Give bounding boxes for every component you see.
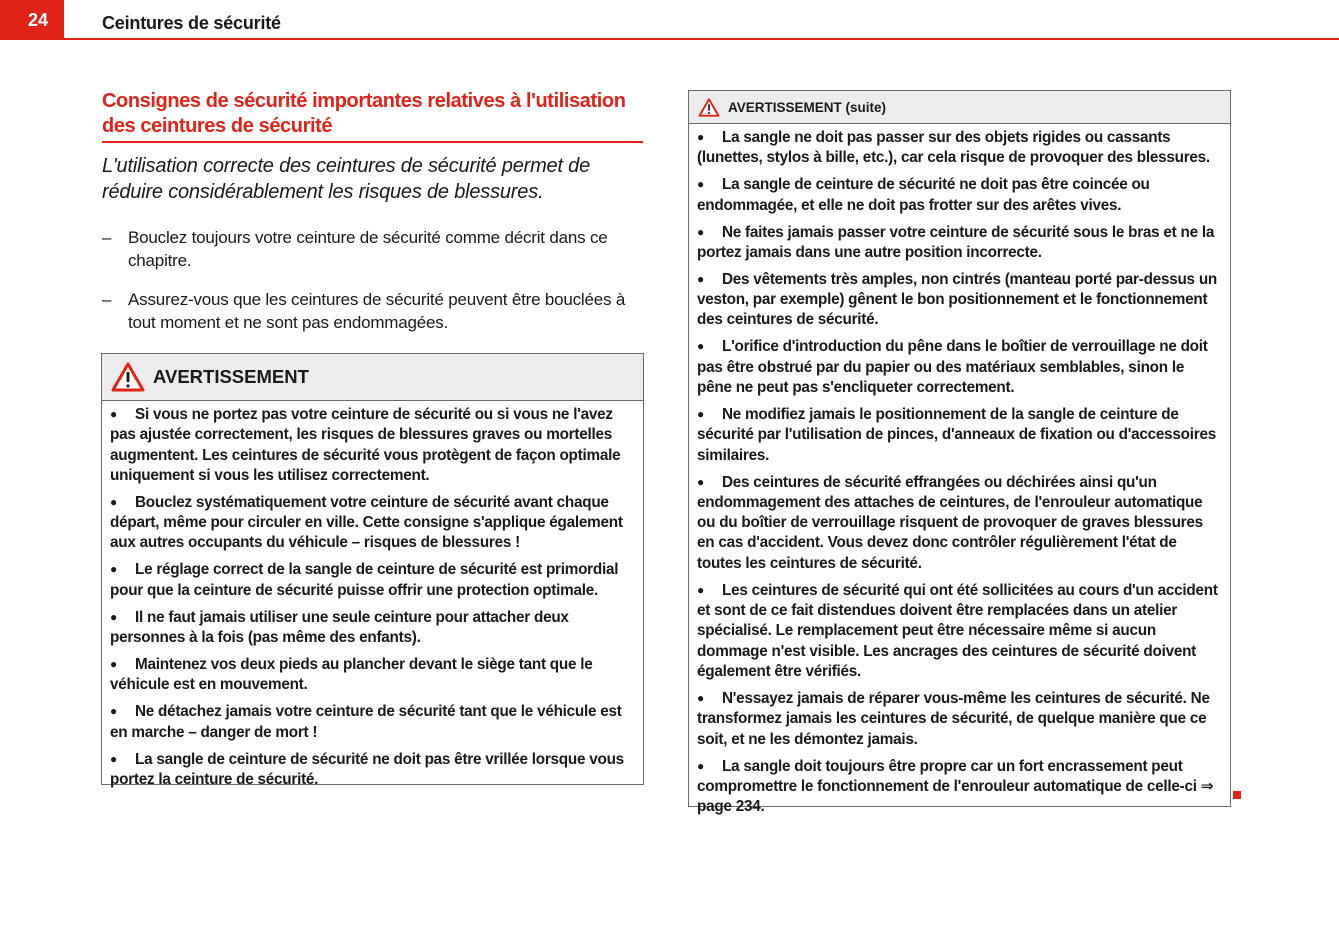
bullet-icon: ● [697,582,704,597]
warning-header [689,91,1230,124]
header-rule [64,38,1339,40]
warning-item: ● Maintenez vos deux pieds au plancher devant le siège tant que le véhicule est en mouvement. [110,656,593,694]
warning-box-continued [688,90,1231,816]
section-intro: L'utilisation correcte des ceintures de sécurité permet de réduire considérablement les risques de blessures. [102,155,591,203]
page-number: 24 [0,0,64,40]
warning-triangle-icon [111,362,145,392]
warning-body [102,401,643,790]
bullet-icon: ● [110,609,117,624]
warning-item: ● Des vêtements très amples, non cintrés (manteau porté par-dessus un veston, par exemple) gênent le bon positionnement et le fonctionnement des ceintures de sécurité. [697,270,1218,329]
warning-item: ● Les ceintures de sécurité qui ont été sollicitées au cours d'un accident et sont de ce fait distendues doivent être remplacées dans un atelier spécialisé. Le remplacement peut être nécessaire même si aucun dommage n'est visible. Les ancrages des ceintures de sécurité doivent également être vérifiés. [697,581,1218,680]
warning-body [689,124,1230,817]
warning-item: ● Ne modifiez jamais le positionnement de la sangle de ceinture de sécurité par l'utilisation de pinces, d'anneaux de fixation ou d'accessoires similaires. [697,406,1216,464]
warning-box [101,353,644,788]
bullet-icon: ● [110,704,117,719]
section-title: Consignes de sécurité importantes relatives à l'utilisation des ceintures de sécurité [102,90,626,137]
warning-item: ● La sangle de ceinture de sécurité ne doit pas être vrillée lorsque vous portez la ceinture de sécurité. [110,750,624,788]
step-text: Assurez-vous que les ceintures de sécurité peuvent être bouclées à tout moment et ne sont pas endommagées. [128,290,626,332]
bullet-icon: ● [697,271,704,286]
instruction-steps [102,226,647,350]
warning-item: ● Il ne faut jamais utiliser une seule ceinture pour attacher deux personnes à la fois (pas même des enfants). [110,608,569,647]
bullet-icon: ● [697,407,704,421]
warning-title: AVERTISSEMENT (suite) [728,99,887,115]
bullet-icon: ● [110,751,117,766]
page-reference-link[interactable]: ⇒ page 234. [697,777,1214,816]
bullet-icon: ● [110,657,117,672]
warning-item: ● L'orifice d'introduction du pêne dans le boîtier de verrouillage ne doit pas être obstrué par du papier ou des matériaux semblables, sinon le pêne ne peut pas s'encliqueter correctement. [697,338,1208,397]
warning-item: ● La sangle ne doit pas passer sur des objets rigides ou cassants (lunettes, stylos à bille, etc.), car cela risque de provoquer des blessures. [697,129,1210,167]
chapter-title: Ceintures de sécurité [102,13,281,33]
bullet-icon: ● [110,562,117,577]
bullet-icon: ● [110,494,117,509]
warning-header [102,354,643,401]
warning-item: ● La sangle doit toujours être propre car un fort encrassement peut compromettre le fonctionnement de l'enrouleur automatique de celle-ci ⇒ page 234. [697,757,1214,816]
warning-item: ● N'essayez jamais de réparer vous-même les ceintures de sécurité. Ne transformez jamais les ceintures de sécurité, de quelque manière que ce soit, et ne les démontez jamais. [697,689,1210,748]
bullet-icon: ● [697,339,704,354]
step-marker: – [102,290,112,309]
step-text: Bouclez toujours votre ceinture de sécurité comme décrit dans ce chapitre. [128,228,608,270]
warning-item: ● Ne faites jamais passer votre ceinture de sécurité sous le bras et ne la portez jamais dans une autre position incorrecte. [697,223,1215,261]
warning-item: ● La sangle de ceinture de sécurité ne doit pas être coincée ou endommagée, et elle ne doit pas frotter sur des arêtes vives. [697,176,1150,214]
instruction-step [102,226,647,272]
warning-item: ● Le réglage correct de la sangle de ceinture de sécurité est primordial pour que la ceinture de sécurité puisse offrir une protection optimale. [110,561,619,599]
page-header [0,0,1339,42]
warning-title: AVERTISSEMENT [153,366,309,387]
warning-triangle-icon [698,98,720,117]
bullet-icon: ● [697,177,704,192]
bullet-icon: ● [697,758,704,773]
warning-item: ● Des ceintures de sécurité effrangées ou déchirées ainsi qu'un endommagement des attaches de ceintures, de l'enrouleur automatique ou du boîtier de verrouillage risquent de provoquer de graves blessures en cas d'accident. Vous devez donc contrôler régulièrement l'état de toutes les ceintures de sécurité. [697,473,1203,572]
bullet-icon: ● [110,407,117,421]
warning-item: ● Ne détachez jamais votre ceinture de sécurité tant que le véhicule est en marche – danger de mort ! [110,703,622,741]
section-rule [102,141,643,143]
instruction-step [102,288,647,334]
warning-item: ● Bouclez systématiquement votre ceinture de sécurité avant chaque départ, même pour circuler en ville. Cette consigne s'applique également aux autres occupants du véhicule – risques de blessures ! [110,493,623,552]
bullet-icon: ● [697,690,704,705]
bullet-icon: ● [697,130,704,144]
warning-item: ● Si vous ne portez pas votre ceinture de sécurité ou si vous ne l'avez pas ajustée correctement, les risques de blessures graves ou mortelles augmentent. Les ceintures de sécurité vous protègent de façon optimale uniquement si vous les utilisez correctement. [110,406,621,484]
step-marker: – [102,228,112,247]
end-of-section-marker [1233,791,1241,799]
bullet-icon: ● [697,224,704,239]
bullet-icon: ● [697,474,704,489]
